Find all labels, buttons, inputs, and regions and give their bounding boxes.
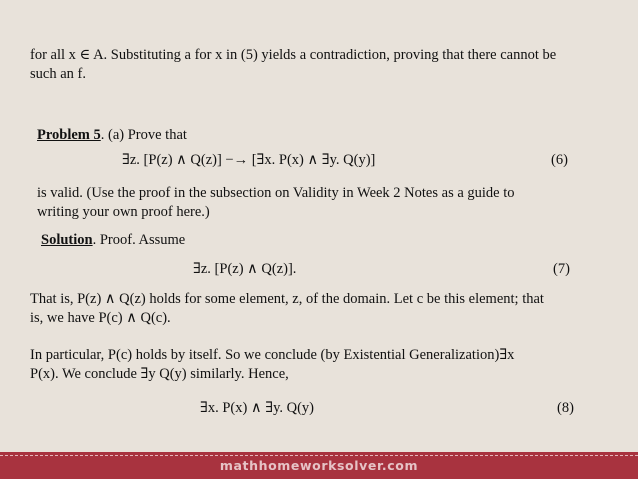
problem-heading: [37, 126, 187, 144]
validity-line-1: is valid. (Use the proof in the subsection on Validity in Week 2 Notes as a guide to: [37, 185, 515, 201]
solution-label: Solution: [41, 232, 93, 248]
solution-para-1-line-1: That is, P(z) ∧ Q(z) holds for some element, z, of the domain. Let c be this element; that: [30, 291, 544, 307]
solution-para-2-line-1: In particular, P(c) holds by itself. So we conclude (by Existential Generalization)∃x: [30, 347, 515, 363]
solution-heading: [41, 231, 185, 249]
solution-para-2-line-2: P(x). We conclude ∃y Q(y) similarly. Hence,: [30, 366, 289, 382]
problem-label: Problem 5: [37, 127, 101, 143]
intro-line-2: such an f.: [30, 66, 86, 82]
formula-8: ∃x. P(x) ∧ ∃y. Q(y): [200, 400, 315, 416]
formula-7-number: (7): [553, 261, 570, 277]
solution-para-1-line-2: is, we have P(c) ∧ Q(c).: [30, 310, 171, 326]
solution-heading-rest: . Proof. Assume: [92, 232, 186, 248]
footer-band: [0, 452, 638, 479]
formula-6-number: (6): [551, 152, 568, 168]
formula-6: ∃z. [P(z) ∧ Q(z)] −→ [∃x. P(x) ∧ ∃y. Q(y)]: [122, 152, 376, 168]
footer-site-link[interactable]: mathhomeworksolver.com: [219, 458, 419, 473]
formula-8-number: (8): [557, 400, 574, 416]
validity-line-2: writing your own proof here.): [37, 204, 210, 220]
intro-line-1: for all x ∈ A. Substituting a for x in (5) yields a contradiction, proving that there cannot be: [30, 47, 557, 63]
formula-7: ∃z. [P(z) ∧ Q(z)].: [193, 261, 297, 277]
problem-heading-rest: . (a) Prove that: [100, 127, 187, 143]
footer-divider: [0, 455, 638, 456]
